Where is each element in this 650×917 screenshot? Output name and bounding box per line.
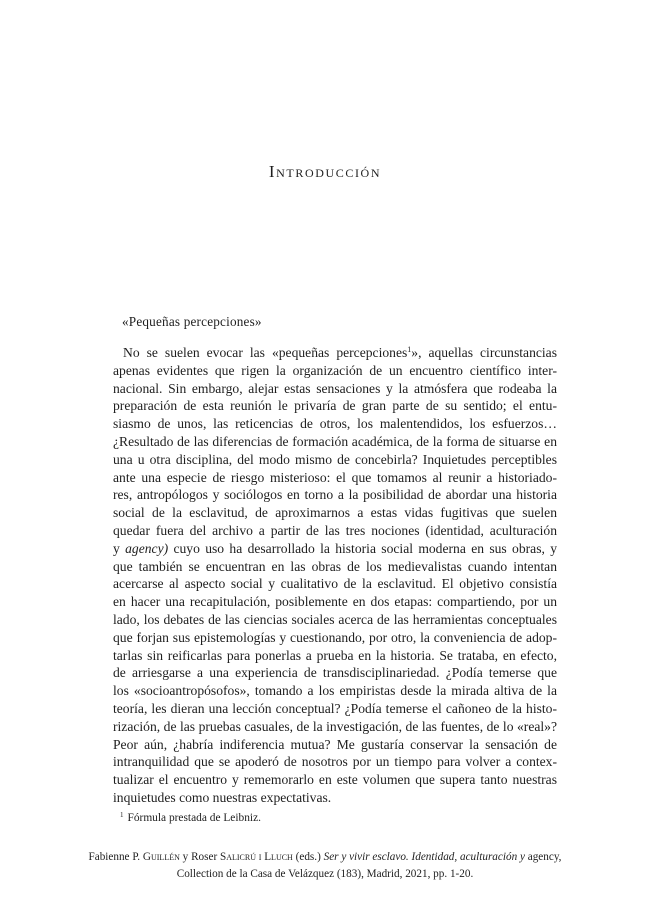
body-line: ¿Resultado de las diferencias de formación académica, de la forma de situarse en [113, 433, 557, 449]
body-line: ante una especie de riesgo misterioso: el que tomamos al reunir a historiado- [113, 469, 557, 485]
citation-line-2: Collection de la Casa de Velázquez (183), Madrid, 2021, pp. 1-20. [176, 868, 474, 880]
body-paragraph [113, 344, 557, 807]
body-line: siasmo de unos, las reticencias de otros, los malentendidos, los esfuerzos… [113, 416, 557, 432]
body-line: res, antropólogos y sociólogos en torno a la posibilidad de abordar una historia [113, 487, 557, 503]
body-line: apenas evidentes que rigen la organización de un encuentro científico inter- [113, 362, 557, 378]
body-line: los «socioantropósofos», tomando a los empiristas desde la mirada altiva de la [113, 683, 557, 699]
body-line: en hacer una recapitulación, posiblemente en dos etapas: compartiendo, por un [113, 594, 557, 610]
chapter-title: Introducción [268, 162, 382, 181]
body-line: nacional. Sin embargo, alejar estas sensaciones y la atmósfera que rodeaba la [113, 380, 557, 396]
body-line: de arriesgarse a una experiencia de transdisciplinariedad. ¿Podía temerse que [113, 665, 557, 681]
body-line: quedar fuera del archivo a partir de las tres nociones (identidad, aculturación [113, 522, 557, 538]
body-line: tarlas sin reificarlas para ponerlas a prueba en la historia. Se trataba, en efecto, [113, 647, 557, 663]
author-name: Guillén [142, 851, 180, 863]
body-line: tualizar el encuentro y rememorarlo en este volumen que supera tanto nuestras [113, 772, 557, 788]
citation-text: agency, [524, 851, 562, 863]
section-heading: «Pequeñas percepciones» [122, 314, 262, 329]
body-line [113, 344, 557, 362]
body-line: que forjan sus epistemologías y cuestionando, por otro, la conveniencia de adop- [113, 629, 557, 645]
page-citation [0, 849, 650, 883]
citation-text: y Roser [179, 851, 220, 863]
body-line: intranquilidad que se apoderó de nosotros por un tiempo para volver a contex- [113, 754, 557, 770]
citation-text: Fabienne P. [88, 851, 143, 863]
body-line: una u otra disciplina, del modo mismo de concebirla? Inquietudes perceptibles [113, 451, 557, 467]
author-name: Salicrú i Lluch [219, 851, 293, 863]
footnote-text: Fórmula prestada de Leibniz. [127, 812, 261, 824]
footnote [120, 811, 261, 824]
body-line-text: cuyo uso ha desarrollado la historia social moderna en sus obras, y [168, 540, 557, 556]
citation-line-1 [0, 849, 650, 866]
body-line: rización, de las pruebas casuales, de la investigación, de las fuentes, de lo «real»? [113, 718, 557, 734]
body-line: preparación de esta reunión le privaría de gran parte de su sentido; el entu- [113, 398, 557, 414]
body-line: social de la esclavitud, de aproximarnos a estas vidas fugitivas que suelen [113, 505, 557, 521]
body-line-text: y [113, 540, 126, 556]
body-line: acercarse al aspecto social y cualitativo de la esclavitud. El objetivo consistía [113, 576, 557, 592]
body-line-italic: agency) [125, 540, 169, 556]
footnote-marker: 1 [120, 811, 124, 819]
body-line: inquietudes como nuestras expectativas. [113, 789, 332, 805]
body-line-text: », aquellas circunstancias [411, 345, 557, 360]
body-line-text: No se suelen evocar las «pequeñas percepciones [123, 345, 408, 360]
citation-text: (eds.) [292, 851, 324, 863]
body-line [113, 540, 557, 558]
body-line: que también se encuentran en las obras de los medievalistas cuando intentan [113, 558, 557, 574]
body-line: teoría, les dieran una lección conceptual? ¿Podía temerse el cañoneo de la histo- [113, 700, 557, 716]
body-line: Peor aún, ¿habría indiferencia mutua? Me gustaría conservar la sensación de [113, 736, 557, 752]
footnote-reference: 1 [407, 345, 412, 354]
body-line: lado, los debates de las ciencias sociales acerca de las herramientas conceptuales [113, 611, 557, 627]
book-title: Ser y vivir esclavo. Identidad, aculturación y [323, 851, 525, 863]
